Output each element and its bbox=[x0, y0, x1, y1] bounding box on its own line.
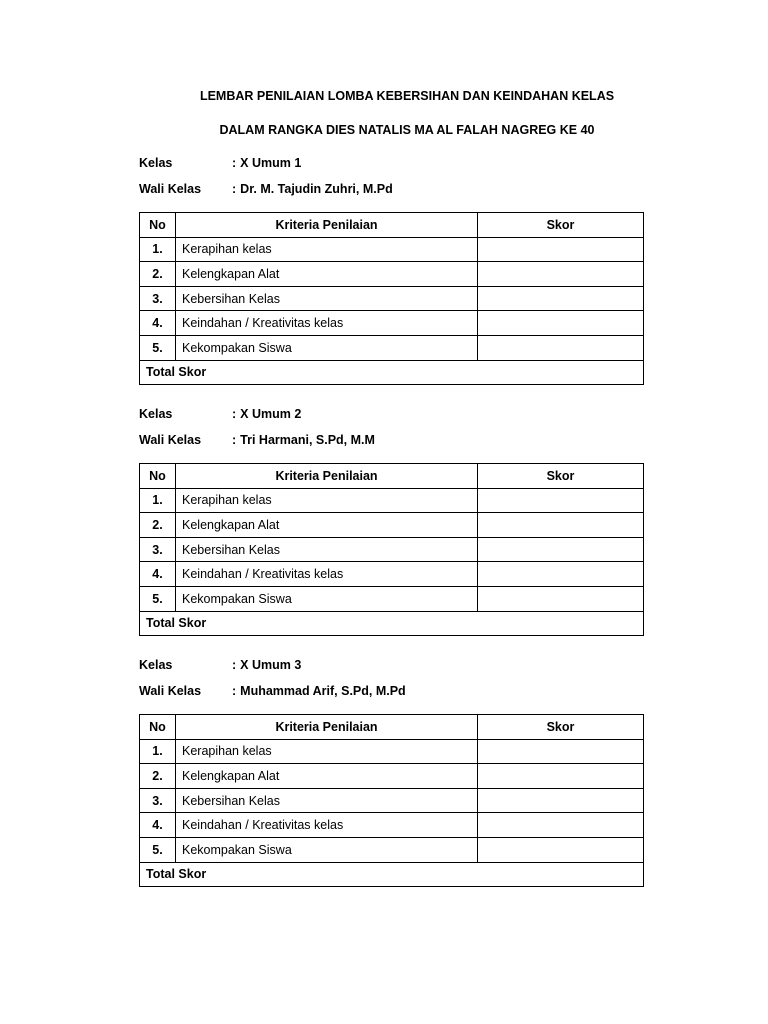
criteria-text: Kekompakan Siswa bbox=[176, 335, 478, 360]
table-row bbox=[140, 813, 644, 838]
table-row bbox=[140, 488, 644, 513]
table-row bbox=[140, 739, 644, 764]
kelas-value: X Umum 1 bbox=[240, 156, 302, 170]
kelas-row bbox=[139, 658, 642, 684]
criteria-text: Kebersihan Kelas bbox=[176, 537, 478, 562]
wali-kelas-row bbox=[139, 182, 643, 208]
kelas-value: X Umum 3 bbox=[240, 658, 302, 672]
total-row bbox=[140, 611, 644, 636]
wali-kelas-value-wrapper bbox=[232, 684, 406, 698]
wali-kelas-value-wrapper bbox=[232, 182, 393, 196]
criteria-text: Kebersihan Kelas bbox=[176, 788, 478, 813]
wali-kelas-value: Dr. M. Tajudin Zuhri, M.Pd bbox=[240, 182, 393, 196]
table-header-row bbox=[140, 715, 644, 740]
class-section-1 bbox=[139, 156, 643, 385]
wali-kelas-label: Wali Kelas bbox=[139, 433, 202, 447]
total-row bbox=[140, 360, 644, 385]
kelas-value-wrapper bbox=[232, 658, 301, 672]
criteria-text: Kerapihan kelas bbox=[176, 488, 478, 513]
score-cell[interactable] bbox=[478, 335, 644, 360]
header-skor: Skor bbox=[478, 464, 644, 489]
criteria-text: Kelengkapan Alat bbox=[176, 764, 478, 789]
class-section-2 bbox=[139, 407, 643, 636]
class-section-3 bbox=[139, 658, 642, 887]
wali-kelas-row bbox=[139, 433, 643, 459]
table-row bbox=[140, 537, 644, 562]
total-row bbox=[140, 862, 644, 887]
kelas-label: Kelas bbox=[139, 407, 173, 421]
table-header-row bbox=[140, 464, 644, 489]
row-number: 1. bbox=[140, 739, 176, 764]
kelas-label: Kelas bbox=[139, 156, 173, 170]
header-skor: Skor bbox=[478, 715, 644, 740]
colon: : bbox=[232, 156, 237, 170]
score-cell[interactable] bbox=[478, 286, 644, 311]
row-number: 3. bbox=[140, 286, 176, 311]
criteria-text: Kekompakan Siswa bbox=[176, 586, 478, 611]
table-header-row bbox=[140, 213, 644, 238]
kelas-value-wrapper bbox=[232, 407, 301, 421]
criteria-text: Kebersihan Kelas bbox=[176, 286, 478, 311]
score-cell[interactable] bbox=[478, 813, 644, 838]
score-table bbox=[139, 714, 644, 887]
criteria-text: Keindahan / Kreativitas kelas bbox=[176, 813, 478, 838]
criteria-text: Kelengkapan Alat bbox=[176, 513, 478, 538]
table-row bbox=[140, 837, 644, 862]
row-number: 2. bbox=[140, 262, 176, 287]
total-score-label: Total Skor bbox=[140, 862, 644, 887]
colon: : bbox=[232, 182, 237, 196]
score-cell[interactable] bbox=[478, 237, 644, 262]
wali-kelas-value: Tri Harmani, S.Pd, M.M bbox=[240, 433, 375, 447]
wali-kelas-value-wrapper bbox=[232, 433, 375, 447]
kelas-label: Kelas bbox=[139, 658, 173, 672]
score-table bbox=[139, 463, 644, 636]
score-cell[interactable] bbox=[478, 837, 644, 862]
score-cell[interactable] bbox=[478, 788, 644, 813]
header-no: No bbox=[140, 213, 176, 238]
header-kriteria: Kriteria Penilaian bbox=[176, 213, 478, 238]
score-cell[interactable] bbox=[478, 764, 644, 789]
table-row bbox=[140, 335, 644, 360]
table-row bbox=[140, 788, 644, 813]
table-row bbox=[140, 586, 644, 611]
header-no: No bbox=[140, 715, 176, 740]
table-row bbox=[140, 286, 644, 311]
row-number: 1. bbox=[140, 488, 176, 513]
row-number: 5. bbox=[140, 837, 176, 862]
header-kriteria: Kriteria Penilaian bbox=[176, 715, 478, 740]
row-number: 5. bbox=[140, 586, 176, 611]
row-number: 2. bbox=[140, 513, 176, 538]
criteria-text: Kerapihan kelas bbox=[176, 237, 478, 262]
total-score-label: Total Skor bbox=[140, 360, 644, 385]
score-cell[interactable] bbox=[478, 586, 644, 611]
row-number: 3. bbox=[140, 537, 176, 562]
header-skor: Skor bbox=[478, 213, 644, 238]
score-table bbox=[139, 212, 644, 385]
wali-kelas-label: Wali Kelas bbox=[139, 684, 202, 698]
wali-kelas-label: Wali Kelas bbox=[139, 182, 202, 196]
header-no: No bbox=[140, 464, 176, 489]
score-cell[interactable] bbox=[478, 488, 644, 513]
row-number: 3. bbox=[140, 788, 176, 813]
total-score-label: Total Skor bbox=[140, 611, 644, 636]
score-cell[interactable] bbox=[478, 739, 644, 764]
wali-kelas-value: Muhammad Arif, S.Pd, M.Pd bbox=[240, 684, 406, 698]
score-cell[interactable] bbox=[478, 311, 644, 336]
kelas-value-wrapper bbox=[232, 156, 301, 170]
score-cell[interactable] bbox=[478, 562, 644, 587]
table-row bbox=[140, 562, 644, 587]
row-number: 5. bbox=[140, 335, 176, 360]
table-row bbox=[140, 764, 644, 789]
score-cell[interactable] bbox=[478, 262, 644, 287]
kelas-row bbox=[139, 407, 643, 433]
criteria-text: Keindahan / Kreativitas kelas bbox=[176, 562, 478, 587]
score-cell[interactable] bbox=[478, 513, 644, 538]
table-row bbox=[140, 237, 644, 262]
table-row bbox=[140, 262, 644, 287]
table-row bbox=[140, 513, 644, 538]
document-subtitle: DALAM RANGKA DIES NATALIS MA AL FALAH NAGREG KE 40 bbox=[219, 123, 595, 137]
kelas-value: X Umum 2 bbox=[240, 407, 302, 421]
criteria-text: Kerapihan kelas bbox=[176, 739, 478, 764]
table-row bbox=[140, 311, 644, 336]
wali-kelas-row bbox=[139, 684, 642, 710]
header-kriteria: Kriteria Penilaian bbox=[176, 464, 478, 489]
row-number: 1. bbox=[140, 237, 176, 262]
row-number: 4. bbox=[140, 562, 176, 587]
colon: : bbox=[232, 407, 237, 421]
row-number: 4. bbox=[140, 311, 176, 336]
colon: : bbox=[232, 658, 237, 672]
kelas-row bbox=[139, 156, 643, 182]
row-number: 4. bbox=[140, 813, 176, 838]
colon: : bbox=[232, 684, 237, 698]
row-number: 2. bbox=[140, 764, 176, 789]
criteria-text: Kelengkapan Alat bbox=[176, 262, 478, 287]
colon: : bbox=[232, 433, 237, 447]
score-cell[interactable] bbox=[478, 537, 644, 562]
criteria-text: Keindahan / Kreativitas kelas bbox=[176, 311, 478, 336]
criteria-text: Kekompakan Siswa bbox=[176, 837, 478, 862]
document-title: LEMBAR PENILAIAN LOMBA KEBERSIHAN DAN KEINDAHAN KELAS bbox=[199, 89, 615, 103]
